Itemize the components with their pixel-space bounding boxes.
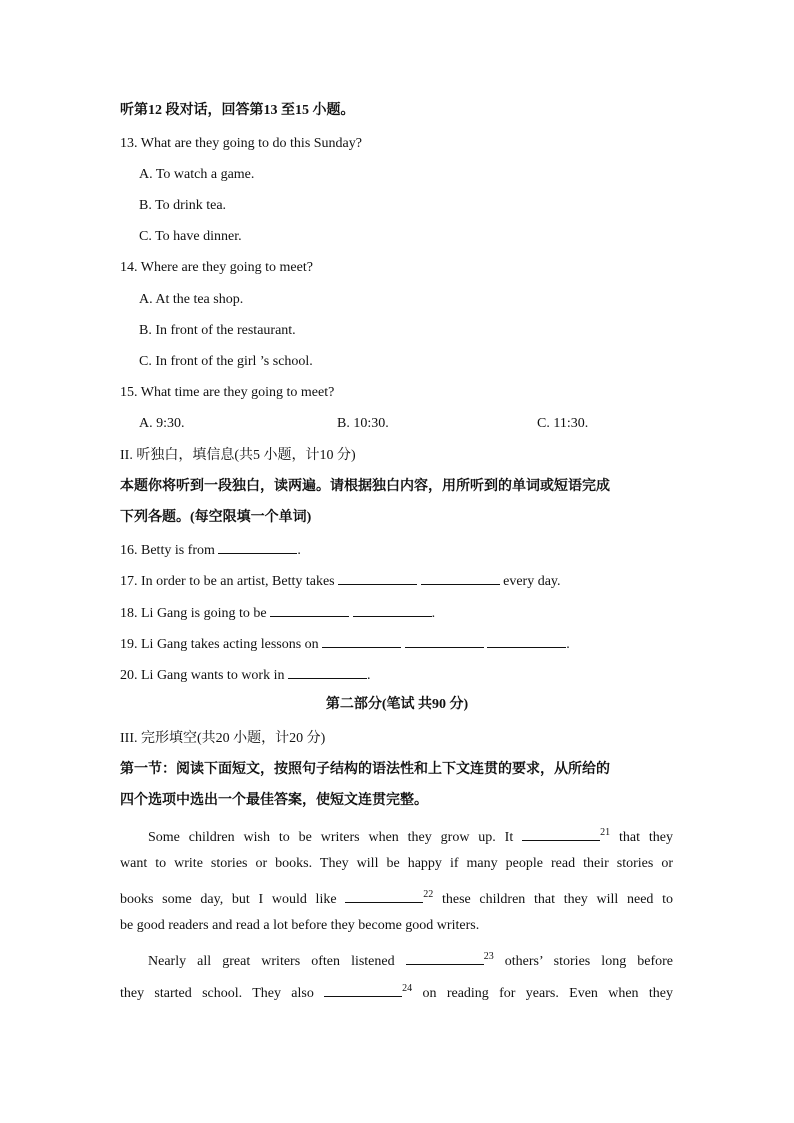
question-14-option-b: B. In front of the restaurant. (139, 323, 296, 338)
blank-number: 23 (483, 951, 494, 962)
question-15-option-c: C. 11:30. (537, 416, 589, 431)
section-heading: II. 听独白，填信息(共5 小题，计10 分) (120, 448, 356, 463)
question-text: every day. (503, 574, 561, 589)
question-text: . (297, 543, 301, 558)
blank-number: 21 (600, 827, 611, 838)
answer-blank[interactable] (324, 982, 402, 997)
answer-blank[interactable] (270, 602, 349, 617)
question-text: 16. Betty is from (120, 543, 215, 558)
answer-blank[interactable] (405, 633, 484, 648)
answer-blank[interactable] (522, 826, 600, 841)
passage-text: on reading for years. Even when they (422, 986, 673, 1001)
passage-text: they started school. They also (120, 986, 314, 1001)
question-15-option-a: A. 9:30. (139, 416, 185, 431)
question-13-option-a: A. To watch a game. (139, 167, 255, 182)
answer-blank[interactable] (353, 602, 432, 617)
question-15-option-b: B. 10:30. (337, 416, 389, 431)
answer-blank[interactable] (421, 570, 500, 585)
question-16 (120, 539, 301, 561)
blank-number: 24 (402, 983, 413, 994)
section-instruction: 本题你将听到一段独白，读两遍。请根据独白内容，用所听到的单词或短语完成 (120, 479, 610, 494)
passage-line (120, 885, 673, 910)
passage-text: Some children wish to be writers when they grow up. It (148, 830, 514, 845)
passage-text: that they (619, 830, 674, 845)
passage-line (120, 979, 673, 1004)
passage-line: be good readers and read a lot before they become good writers. (120, 918, 480, 933)
question-15-options-row (139, 414, 639, 434)
passage-text: Nearly all great writers often listened (148, 954, 395, 969)
passage-text: others’ stories long before (504, 954, 674, 969)
answer-blank[interactable] (338, 570, 417, 585)
section-instruction: 第一节：阅读下面短文，按照句子结构的语法性和上下文连贯的要求，从所给的 (120, 762, 610, 777)
section-heading: 听第12 段对话，回答第13 至15 小题。 (120, 103, 355, 118)
question-20 (120, 664, 370, 686)
question-13-option-c: C. To have dinner. (139, 229, 242, 244)
question-text: 17. In order to be an artist, Betty takes (120, 574, 335, 589)
passage-line (120, 947, 673, 972)
question-15-stem: 15. What time are they going to meet? (120, 385, 335, 400)
question-14-option-c: C. In front of the girl ’s school. (139, 354, 313, 369)
section-instruction: 下列各题。(每空限填一个单词) (120, 510, 312, 525)
question-text: 18. Li Gang is going to be (120, 606, 267, 621)
section-heading: III. 完形填空(共20 小题，计20 分) (120, 731, 326, 746)
question-text: . (366, 668, 371, 683)
question-17 (120, 570, 561, 592)
passage-line (120, 823, 673, 848)
answer-blank[interactable] (406, 950, 484, 965)
question-14-option-a: A. At the tea shop. (139, 292, 244, 307)
answer-blank[interactable] (288, 664, 367, 679)
passage-line: want to write stories or books. They will be happy if many people read their stories or (120, 856, 673, 871)
question-19 (120, 633, 570, 655)
question-18 (120, 602, 435, 624)
question-14-stem: 14. Where are they going to meet? (120, 260, 313, 275)
part-title: 第二部分(笔试 共90 分) (325, 697, 469, 712)
question-13-stem: 13. What are they going to do this Sunday? (120, 136, 362, 151)
section-instruction: 四个选项中选出一个最佳答案，使短文连贯完整。 (120, 793, 428, 808)
answer-blank[interactable] (322, 633, 401, 648)
passage-text: books some day, but I would like (120, 892, 337, 907)
answer-blank[interactable] (218, 539, 297, 554)
answer-blank[interactable] (487, 633, 566, 648)
question-text: 20. Li Gang wants to work in (120, 668, 285, 683)
blank-number: 22 (423, 889, 434, 900)
question-text: . (566, 637, 570, 652)
question-text: 19. Li Gang takes acting lessons on (120, 637, 319, 652)
question-text: . (431, 606, 436, 621)
passage-text: these children that they will need to (441, 892, 674, 907)
answer-blank[interactable] (345, 888, 423, 903)
question-13-option-b: B. To drink tea. (139, 198, 227, 213)
